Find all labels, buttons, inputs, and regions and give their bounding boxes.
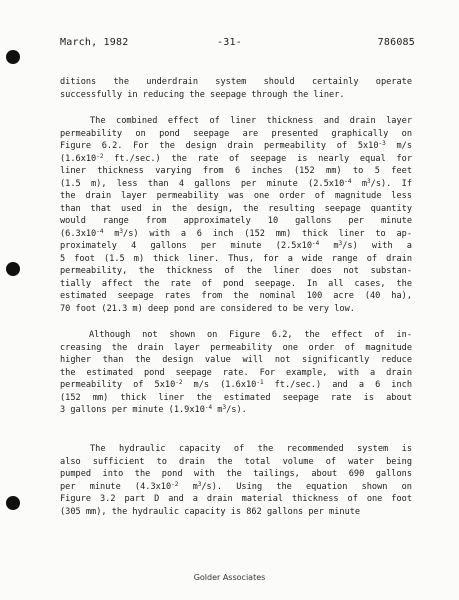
superscript: 3 [367,178,371,185]
text-line: creasing the drain layer permeability one order of magnitude [60,343,412,353]
text-line: the estimated pond seepage rate. For example, with a drain [60,368,412,378]
header-date: March, 1982 [60,37,129,48]
text-line: permeability on pond seepage are presented graphically on [60,129,412,139]
text-line: proximately 4 gallons per minute ($2.5x10^{-4}$ $m^3/s$) with a [60,240,412,251]
text-line: would range from approximately 10 gallons per minute [60,216,412,226]
superscript: -4 [312,240,320,247]
superscript: 3 [338,240,343,247]
superscript: 3 [197,481,202,488]
text-line: 5 foot (1.5 m) thick liner. Thus, for a wide range of drain [60,254,412,264]
text-line: per minute ($4.3x10^{-2}$ $m^3/s$). Using the equation shown on [60,481,412,492]
superscript: -4 [204,404,213,411]
superscript: -1 [256,379,264,386]
punch-hole-middle [6,262,20,276]
text-line: pumped into the pond with the tailings, about 690 gallons [60,469,412,479]
text-line: ditions the underdrain system should certainly operate [60,77,412,87]
text-line: ($6.3x10^{-4}$ $m^3/s$) with a 6 inch (152 mm) thick liner to ap- [60,228,412,239]
superscript: 3 [119,228,124,235]
punch-hole-top [6,50,20,64]
superscript: -4 [96,228,104,235]
text-line: liner thickness varying from 6 inches (152 mm) to 5 feet [60,166,412,176]
text-line: 70 foot (21.3 m) deep pond are considered to be very low. [60,304,355,314]
text-line: than that used in the design, the resulting seepage quantity [60,204,412,214]
text-line: (305 mm), the hydraulic capacity is 862 gallons per minute [60,507,361,517]
footer-company: Golder Associates [193,573,266,582]
superscript: -2 [96,153,104,160]
text-line: the drain layer permeability was one order of magnitude less [60,191,412,201]
text-line: permeability, the thickness of the liner does not substan- [60,266,412,276]
superscript: -3 [378,140,386,147]
superscript: -4 [344,178,352,185]
text-line: successfully in reducing the seepage through the liner. [60,90,345,100]
superscript: -2 [171,481,179,488]
text-line: estimated seepage rates from the nominal 100 acre (40 ha), [60,291,412,301]
text-line: also sufficient to drain the total volume of water being [60,457,412,467]
text-line: Figure 3.2 part D and a drain material thickness of one foot [60,494,412,504]
text-line: ($1.6x10^{-2}$ ft./sec.) the rate of seepage is nearly equal for [60,153,412,164]
superscript: 3 [222,404,227,411]
superscript: -2 [175,379,183,386]
text-line: Although not shown on Figure 6.2, the effect of in- [89,330,412,340]
text-line: 3 gallons per minute ($1.9x10^{-4}$ $m^3/s$). [60,404,247,415]
header-page-number: -31- [217,37,242,48]
text-line: (1.5 m), less than 4 gallons per minute ($2.5x10^{-4}$ $m^3/s$). If [60,178,412,189]
header-document-number: 786085 [377,37,415,48]
text-line: (152 mm) thick liner the estimated seepage rate is about [60,393,412,403]
text-line: The hydraulic capacity of the recommended system is [90,444,412,454]
text-line: tially affect the rate of pond seepage. In all cases, the [60,279,412,289]
punch-hole-bottom [6,496,20,510]
text-line: permeability of $5x10^{-2}$ m/s ($1.6x10^{-1}$ ft./sec.) and a 6 inch [60,379,412,390]
text-line: higher than the design value will not significantly reduce [60,355,412,365]
text-line: The combined effect of liner thickness and drain layer [90,116,412,126]
text-line: Figure 6.2. For the design drain permeability of $5x10^{-3}$ m/s [60,140,412,151]
